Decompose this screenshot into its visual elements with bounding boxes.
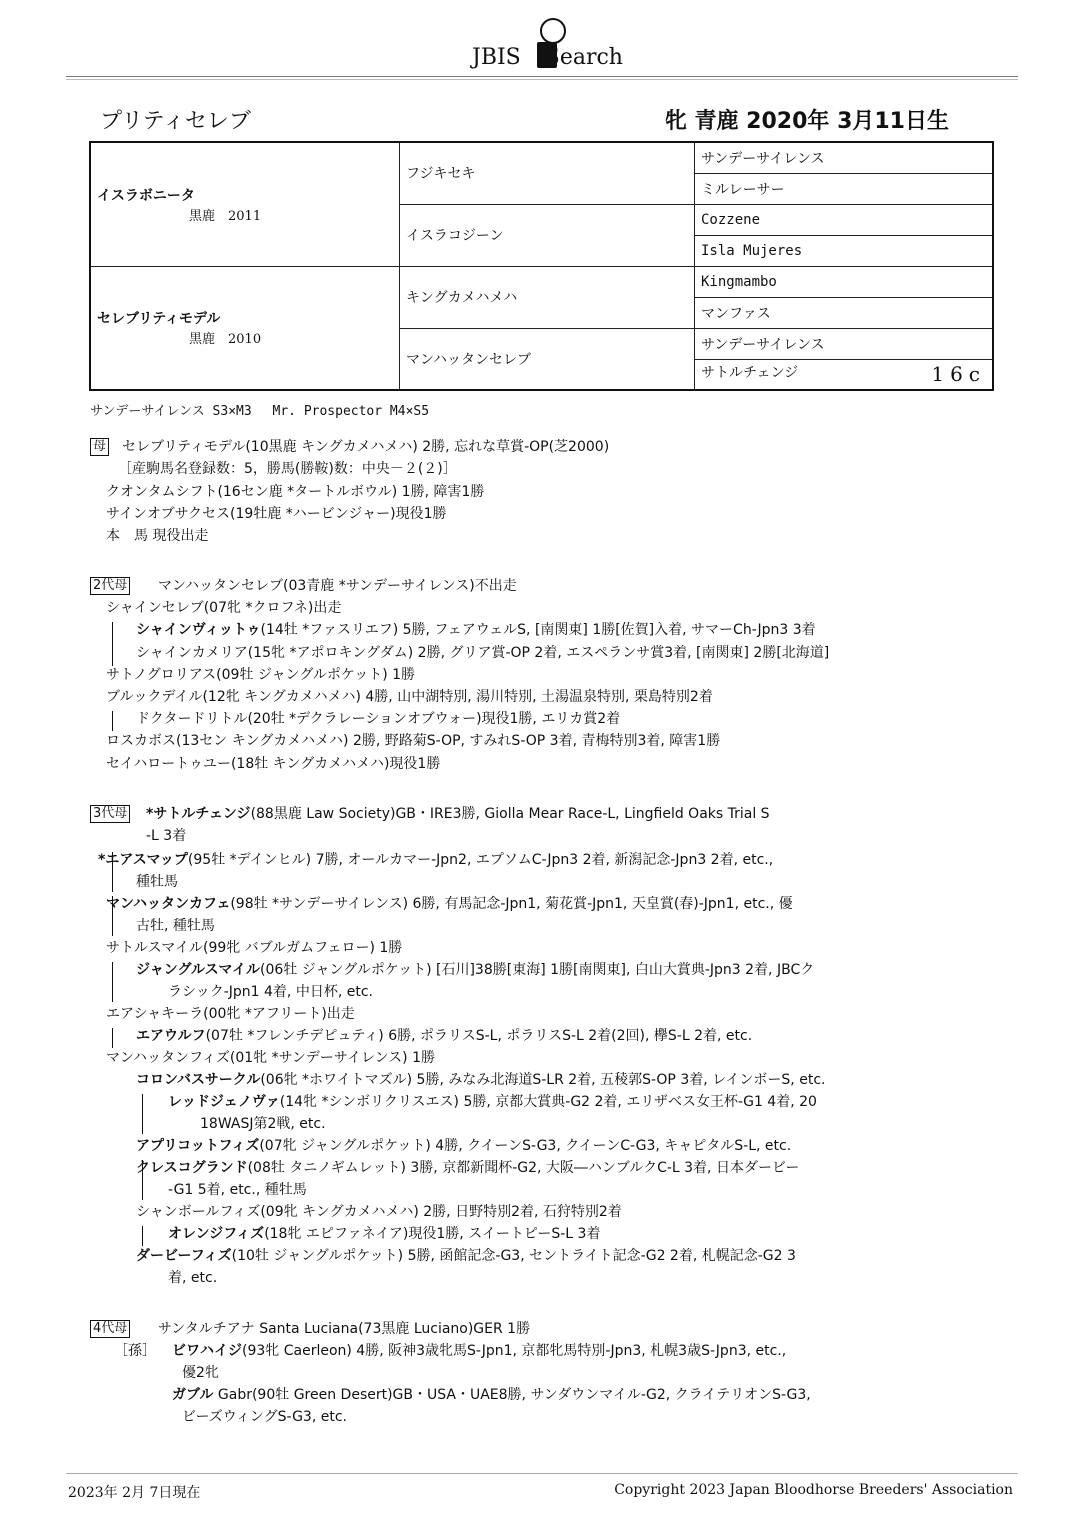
family-line: [168, 1224, 600, 1244]
footer-date: 2023年 2月 7日現在: [68, 1485, 201, 1501]
line-text: シャンボールフィズ(09牝 キングカメハメハ) 2勝, 日野特別2着, 石狩特別2着: [136, 1204, 622, 1220]
label-dam2: 2代母: [90, 577, 130, 595]
line-text: サインオブサクセス(19牡鹿 *ハービンジャー)現役1勝: [106, 506, 447, 522]
horse-name-bold[interactable]: オレンジフィズ: [168, 1226, 265, 1242]
footer-copyright: Copyright 2023 Japan Bloodhorse Breeders' Association: [614, 1482, 1013, 1498]
family-line: [136, 1026, 752, 1046]
horse-name-bold[interactable]: エアウルフ: [136, 1028, 206, 1044]
line-text: (07牝 ジャングルポケット) 4勝, クイーンS-G3, クイーンC-G3, キャピタルS-L, etc.: [259, 1138, 792, 1154]
family-line: [106, 754, 440, 774]
line-text: ブルックデイル(12牝 キングカメハメハ) 4勝, 山中湖特別, 湯川特別, 土湯温泉特別, 栗島特別2着: [106, 689, 713, 705]
logo-text: [472, 45, 623, 70]
tree-line: [112, 622, 113, 666]
tree-line: [112, 711, 113, 731]
pedigree-dd[interactable]: マンハッタンセレブ: [400, 328, 695, 390]
line-text: サトノグロリアス(09牡 ジャングルポケット) 1勝: [106, 667, 416, 683]
line-text: (06牝 *ホワイトマズル) 5勝, みなみ北海道S-LR 2着, 五稜郭S-OP 3着, レインボーS, etc.: [260, 1072, 826, 1088]
header-divider-2: [66, 79, 1018, 80]
family-line: [136, 620, 816, 640]
family-line: [168, 1180, 307, 1200]
pedigree-sdd[interactable]: Isla Mujeres: [695, 235, 994, 266]
line-text: 本 馬 現役出走: [106, 528, 209, 544]
family-line: [136, 1070, 825, 1090]
horse-name-bold[interactable]: レッドジェノヴァ: [168, 1094, 280, 1110]
family-line: [136, 1246, 796, 1266]
line-text: Gabr(90牡 Green Desert)GB・USA・UAE8勝, サンダウンマイル-G2, クライテリオンS-G3,: [213, 1387, 811, 1403]
horse-name: プリティセレブ: [100, 109, 251, 134]
family-line: [158, 1319, 530, 1339]
sire-name: イスラボニータ: [97, 187, 195, 204]
line-text: -L 3着: [146, 828, 187, 844]
family-line: [182, 1363, 219, 1383]
line-text: 種牡馬: [136, 874, 178, 890]
tree-line: [142, 1226, 143, 1246]
family-line: [106, 1048, 435, 1068]
family-line: [106, 665, 415, 685]
line-text: 着, etc.: [168, 1270, 218, 1286]
family-line: [136, 1136, 791, 1156]
logo-text-search: Search: [544, 45, 623, 70]
horse-name-bold[interactable]: ジャングルスマイル: [136, 962, 261, 978]
line-text: マンハッタンセレブ(03青鹿 *サンデーサイレンス)不出走: [158, 578, 517, 594]
horse-name-bold[interactable]: シャインヴィットゥ: [136, 622, 261, 638]
family-line: [136, 872, 178, 892]
family-line: [106, 894, 793, 914]
family-line: [106, 504, 447, 524]
line-text: -G1 5着, etc., 種牡馬: [168, 1182, 307, 1198]
line-text: (10牡 ジャングルポケット) 5勝, 函館記念-G3, セントライト記念-G2 2着, 札幌記念-G2 3: [231, 1248, 796, 1264]
label-dam3: 3代母: [90, 805, 130, 823]
horse-name-bold[interactable]: マンハッタンカフェ: [106, 896, 231, 912]
pedigree-ddd-name: サトルチェンジ: [701, 365, 799, 382]
line-text: サトルスマイル(99牝 バブルガムフェロー) 1勝: [106, 940, 403, 956]
tree-line: [112, 962, 113, 1002]
pedigree-ss[interactable]: フジキセキ: [400, 142, 695, 204]
family-number: 16c: [931, 362, 986, 387]
line-text: セレブリティモデル(10黒鹿 キングカメハメハ) 2勝, 忘れな草賞-OP(芝2000): [122, 439, 610, 455]
horse-name-bold[interactable]: コロンバスサークル: [136, 1072, 261, 1088]
line-text: (08牡 タニノギムレット) 3勝, 京都新聞杯-G2, 大阪―ハンブルクC-L 3着, 日本ダービー: [247, 1160, 800, 1176]
family-line: [106, 1004, 355, 1024]
inbreeding-line: サンデーサイレンス S3×M3 Mr. Prospector M4×S5: [90, 404, 430, 419]
sire-sub: 黒鹿 2011: [189, 208, 262, 224]
line-text: マンハッタンフィズ(01牝 *サンデーサイレンス) 1勝: [106, 1050, 435, 1066]
pedigree-sire[interactable]: [90, 142, 400, 266]
line-text: ドクタードリトル(20牡 *デクラレーションオブウォー)現役1勝, エリカ賞2着: [136, 711, 621, 727]
line-text: 18WASJ第2戦, etc.: [200, 1116, 326, 1132]
family-line: [106, 938, 402, 958]
family-line: [168, 982, 373, 1002]
horse-name-bold[interactable]: アプリコットフィズ: [136, 1138, 260, 1154]
line-text: ラシック-Jpn1 4着, 中日杯, etc.: [168, 984, 373, 1000]
pedigree-ddd[interactable]: [695, 359, 994, 390]
pedigree-sss[interactable]: サンデーサイレンス: [695, 142, 994, 173]
tree-line: [142, 1094, 143, 1134]
horse-meta: 牝 青鹿 2020年 3月11日生: [664, 109, 949, 134]
line-text: サンタルチアナ Santa Luciana(73黒鹿 Luciano)GER 1勝: [158, 1321, 531, 1337]
dam-name: セレブリティモデル: [97, 311, 221, 328]
pedigree-dss[interactable]: Kingmambo: [695, 266, 994, 297]
family-line: [172, 1385, 811, 1405]
line-text: 古牡, 種牡馬: [136, 918, 215, 934]
family-line: [106, 482, 484, 502]
horse-name-bold[interactable]: *サトルチェンジ: [146, 806, 251, 822]
horse-name-bold[interactable]: ガブル: [172, 1387, 214, 1403]
line-text: 優2牝: [182, 1365, 219, 1381]
line-text: (95牡 *デインヒル) 7勝, オールカマー-Jpn2, エプソムC-Jpn3 2着, 新潟記念-Jpn3 2着, etc.,: [187, 852, 774, 868]
family-line: [136, 1202, 622, 1222]
line-text: シャインカメリア(15牝 *アポロキングダム) 2勝, グリア賞-OP 2着, エスペランサ賞3着, [南関東] 2勝[北海道]: [136, 645, 830, 661]
family-line: [106, 526, 208, 546]
footer-divider: [66, 1473, 1018, 1474]
pedigree-table: [89, 141, 994, 391]
line-text: (06牡 ジャングルポケット) [石川]38勝[東海] 1勝[南関東], 白山大賞典-Jpn3 2着, JBCク: [260, 962, 815, 978]
line-text: (93牝 Caerleon) 4勝, 阪神3歳牝馬S-Jpn1, 京都牝馬特別-Jpn3, 札幌3歳S-Jpn3, etc.,: [242, 1343, 787, 1359]
line-text: ビーズウィングS-G3, etc.: [182, 1409, 347, 1425]
label-dam1: 母: [90, 438, 109, 456]
horse-name-bold[interactable]: ビワハイジ: [172, 1343, 242, 1359]
line-text: (07牡 *フレンチデピュティ) 6勝, ポラリスS-L, ポラリスS-L 2着(2回), 欅S-L 2着, etc.: [205, 1028, 753, 1044]
family-line: [106, 687, 713, 707]
horse-name-bold[interactable]: ダービーフィズ: [136, 1248, 232, 1264]
logo-text-jbis: JBIS: [472, 45, 521, 70]
family-line: [168, 1092, 817, 1112]
line-text: (18牝 エピファネイア)現役1勝, スイートピーS-L 3着: [264, 1226, 601, 1242]
header-divider: [66, 76, 1018, 77]
horse-name-bold[interactable]: *エアスマップ: [98, 852, 188, 868]
family-line: [136, 1158, 799, 1178]
family-line: [136, 643, 829, 663]
family-line: [118, 459, 457, 479]
family-line: [136, 960, 814, 980]
line-text: ［産駒馬名登録数：5，勝馬(勝鞍)数：中央－２(２)］: [118, 461, 457, 477]
line-text: シャインセレブ(07牝 *クロフネ)出走: [106, 600, 342, 616]
dam-sub: 黒鹿 2010: [189, 332, 262, 348]
magnifier-icon: [540, 18, 566, 44]
line-text: (14牝 *シンボリクリスエス) 5勝, 京都大賞典-G2 2着, エリザベス女王杯-G1 4着, 20: [279, 1094, 817, 1110]
label-grandchild: ［孫］: [114, 1343, 156, 1359]
family-line: [98, 850, 773, 870]
family-line: [106, 598, 341, 618]
pedigree-sd[interactable]: イスラコジーン: [400, 204, 695, 266]
family-line: [146, 826, 186, 846]
family-line: [106, 731, 720, 751]
line-text: クオンタムシフト(16セン鹿 *タートルボウル) 1勝, 障害1勝: [106, 484, 485, 500]
family-line: [122, 437, 609, 457]
horse-name-bold[interactable]: クレスコグランド: [136, 1160, 248, 1176]
label-dam4: 4代母: [90, 1320, 130, 1338]
family-line: [182, 1407, 347, 1427]
pedigree-ssd[interactable]: ミルレーサー: [695, 173, 994, 204]
line-text: (98牡 *サンデーサイレンス) 6勝, 有馬記念-Jpn1, 菊花賞-Jpn1, 天皇賞(春)-Jpn1, etc., 優: [230, 896, 793, 912]
family-line: [200, 1114, 326, 1134]
line-text: ロスカボス(13セン キングカメハメハ) 2勝, 野路菊S-OP, すみれS-OP 3着, 青梅特別3着, 障害1勝: [106, 733, 721, 749]
family-line: [136, 916, 215, 936]
pedigree-dam[interactable]: [90, 266, 400, 390]
tree-line: [112, 1028, 113, 1048]
line-text: セイハロートゥユー(18牡 キングカメハメハ)現役1勝: [106, 756, 441, 772]
family-line: [146, 804, 770, 824]
family-line: [136, 709, 620, 729]
line-text: (14牡 *ファスリエフ) 5勝, フェアウェルS, [南関東] 1勝[佐賀]入着, サマーCh-Jpn3 3着: [260, 622, 816, 638]
family-line: [158, 576, 517, 596]
line-text: エアシャキーラ(00牝 *アフリート)出走: [106, 1006, 355, 1022]
pedigree-ds[interactable]: キングカメハメハ: [400, 266, 695, 328]
pedigree-sds[interactable]: Cozzene: [695, 204, 994, 235]
family-line: [168, 1268, 217, 1288]
pedigree-dsd[interactable]: マンファス: [695, 297, 994, 328]
pedigree-dds[interactable]: サンデーサイレンス: [695, 328, 994, 359]
line-text: (88黒鹿 Law Society)GB・IRE3勝, Giolla Mear Race-L, Lingfield Oaks Trial S: [250, 806, 770, 822]
family-line: [172, 1341, 786, 1361]
